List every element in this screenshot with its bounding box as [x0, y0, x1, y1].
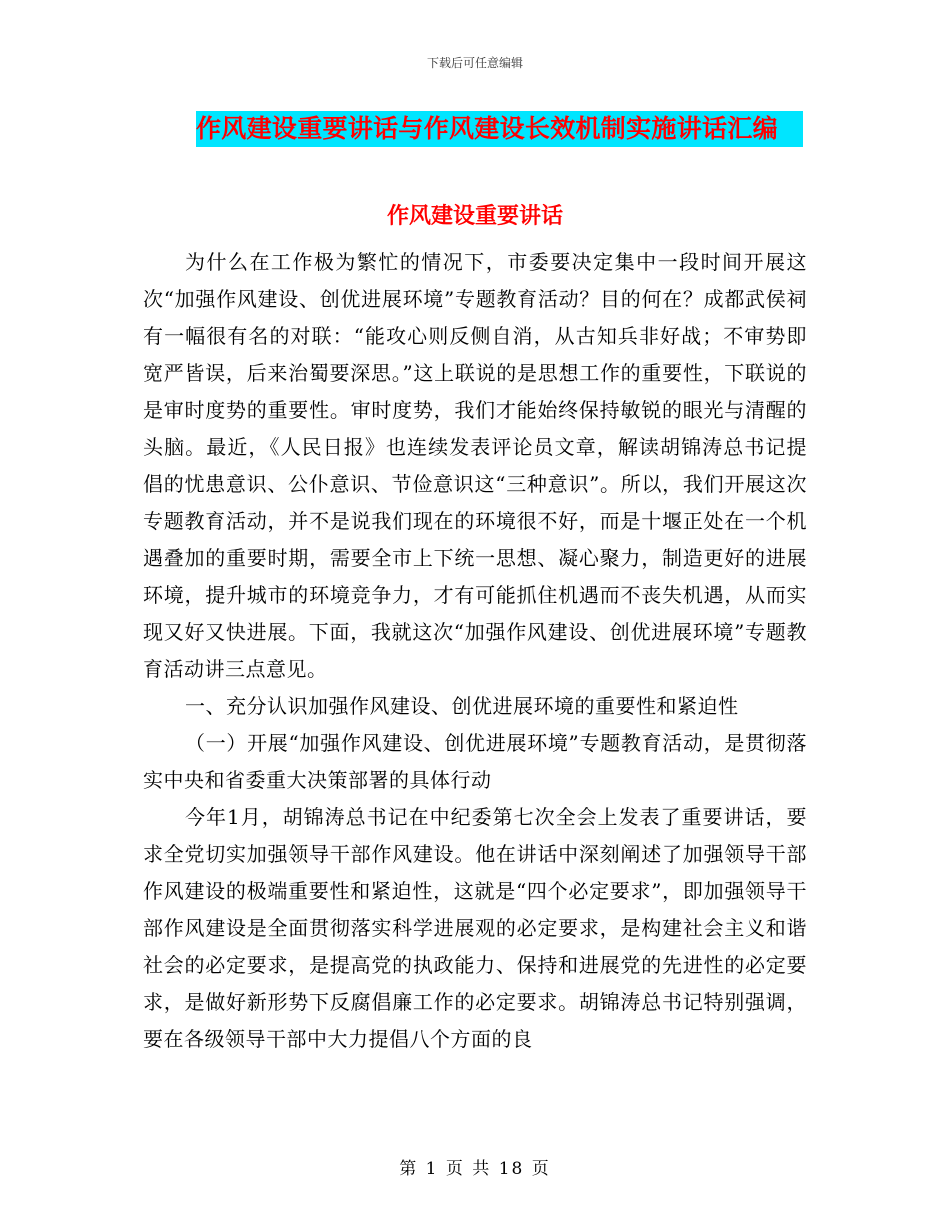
subheading-one: （一）开展“加强作风建设、创优进展环境”专题教育活动，是贯彻落实中央和省委重大决策部署的具体行动: [143, 731, 807, 792]
heading-part-one: 一、充分认识加强作风建设、创优进展环境的重要性和紧迫性: [185, 694, 739, 718]
page-footer: 第 1 页 共 18 页: [399, 1159, 551, 1179]
document-title-highlight: [196, 111, 803, 147]
document-title: 作风建设重要讲话与作风建设长效机制实施讲话汇编: [196, 114, 778, 143]
header-note: 下载后可任意编辑: [426, 56, 523, 70]
section-title: 作风建设重要讲话: [386, 204, 563, 229]
paragraph-january-speech: 今年1月，胡锦涛总书记在中纪委第七次全会上发表了重要讲话，要求全党切实加强领导干部作风建设。他在讲话中深刻阐述了加强领导干部作风建设的极端重要性和紧迫性，这就是“四个必定要求”，即加强领导干部作风建设是全面贯彻落实科学进展观的必定要求，是构建社会主义和谐社会的必定要求，是提高党的执政能力、保持和进展党的先进性的必定要求，是做好新形势下反腐倡廉工作的必定要求。胡锦涛总书记特别强调，要在各级领导干部中大力提倡八个方面的良: [143, 805, 807, 1051]
document-body: [143, 244, 807, 1058]
paragraph-intro: 为什么在工作极为繁忙的情况下，市委要决定集中一段时间开展这次“加强作风建设、创优进展环境”专题教育活动？目的何在？成都武侯祠有一幅很有名的对联：“能攻心则反侧自消，从古知兵非好战；不审势即宽严皆误，后来治蜀要深思。”这上联说的是思想工作的重要性，下联说的是审时度势的重要性。审时度势，我们才能始终保持敏锐的眼光与清醒的头脑。最近，《人民日报》也连续发表评论员文章，解读胡锦涛总书记提倡的忧患意识、公仆意识、节俭意识这“三种意识”。所以，我们开展这次专题教育活动，并不是说我们现在的环境很不好，而是十堰正处在一个机遇叠加的重要时期，需要全市上下统一思想、凝心聚力，制造更好的进展环境，提升城市的环境竞争力，才有可能抓住机遇而不丧失机遇，从而实现又好又快进展。下面，我就这次“加强作风建设、创优进展环境”专题教育活动讲三点意见。: [143, 250, 807, 681]
